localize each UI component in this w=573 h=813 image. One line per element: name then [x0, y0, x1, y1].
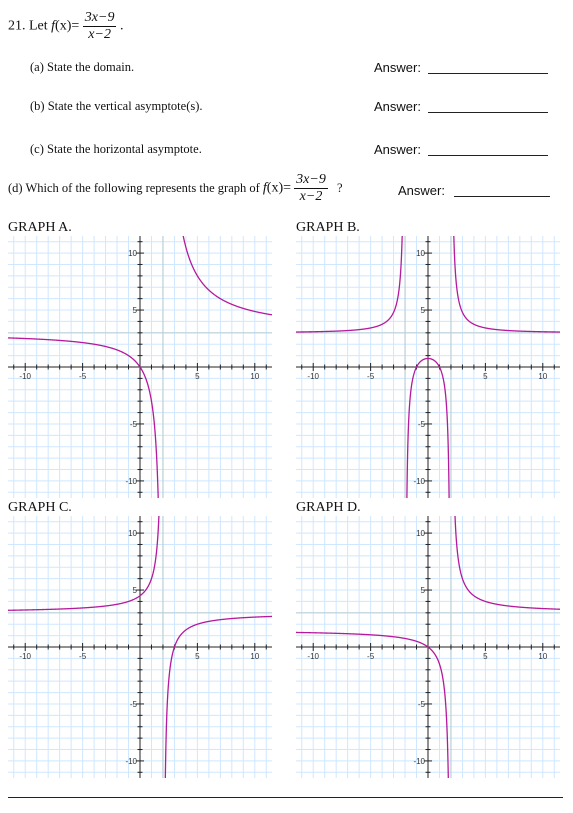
x-tick-label: 10 — [250, 372, 260, 381]
part-d-qmark: ? — [336, 181, 343, 195]
fraction-denominator: x−2 — [88, 27, 111, 42]
x-tick-label: -10 — [307, 372, 319, 381]
graph-b — [296, 236, 560, 498]
x-tick-label: 5 — [483, 652, 488, 661]
graph-c-title: GRAPH C. — [8, 500, 72, 515]
y-tick-label: -10 — [413, 476, 425, 486]
part-a-text: (a) State the domain. — [30, 60, 135, 74]
graph-a-title: GRAPH A. — [8, 220, 72, 235]
x-tick-label: 5 — [483, 372, 488, 381]
y-tick-label: 10 — [416, 529, 425, 539]
x-tick-label: -5 — [367, 372, 375, 381]
y-tick-label: 10 — [416, 249, 425, 259]
y-tick-label: 5 — [132, 586, 137, 596]
graph-b-title: GRAPH B. — [296, 220, 360, 235]
equals-sign-d: = — [283, 180, 292, 196]
y-tick-label: 5 — [132, 306, 137, 316]
function-var: (x) — [55, 18, 72, 34]
y-tick-label: -5 — [417, 419, 425, 429]
y-tick-label: 10 — [128, 249, 137, 259]
x-tick-label: -10 — [307, 652, 319, 661]
part-a-answer-label: Answer: — [374, 60, 421, 75]
fraction-numerator-d: 3x−9 — [296, 172, 326, 187]
part-c-answer-label: Answer: — [374, 142, 421, 157]
bottom-rule — [8, 797, 563, 798]
function-fraction — [83, 10, 117, 43]
fraction-numerator: 3x−9 — [84, 10, 115, 25]
part-d-text: (d) Which of the following represents the graph of — [8, 181, 260, 195]
graph-c — [8, 516, 272, 778]
y-tick-label: -10 — [125, 476, 137, 486]
y-tick-label: -10 — [125, 756, 137, 766]
part-a-answer-field[interactable] — [428, 73, 548, 74]
part-b-answer-label: Answer: — [374, 99, 421, 114]
function-name-d: f — [262, 180, 267, 196]
x-tick-label: 10 — [538, 652, 548, 661]
problem-period: . — [119, 18, 124, 34]
part-d-question — [8, 172, 343, 205]
fraction-denominator-d: x−2 — [299, 189, 323, 204]
y-tick-label: 5 — [420, 306, 425, 316]
x-tick-label: -5 — [79, 372, 87, 381]
x-tick-label: -10 — [19, 652, 31, 661]
function-var-d: (x) — [266, 180, 284, 196]
x-tick-label: 10 — [538, 372, 548, 381]
y-tick-label: -5 — [129, 699, 137, 709]
x-tick-label: -5 — [79, 652, 87, 661]
x-tick-label: -10 — [19, 372, 31, 381]
y-tick-label: 5 — [420, 586, 425, 596]
part-c-text: (c) State the horizontal asymptote. — [30, 142, 202, 156]
y-tick-label: 10 — [128, 529, 137, 539]
graph-d — [296, 516, 560, 778]
function-name: f — [51, 18, 56, 34]
x-tick-label: 5 — [195, 652, 200, 661]
problem-lead: Let — [29, 18, 48, 34]
part-b-answer-field[interactable] — [428, 112, 548, 113]
y-tick-label: -5 — [129, 419, 137, 429]
part-c-answer-field[interactable] — [428, 155, 548, 156]
problem-number: 21. — [8, 18, 26, 34]
part-b-text: (b) State the vertical asymptote(s). — [30, 99, 203, 113]
part-d-answer-field[interactable] — [454, 196, 550, 197]
function-fraction-d — [294, 172, 328, 205]
x-tick-label: 5 — [195, 372, 200, 381]
y-tick-label: -5 — [417, 699, 425, 709]
graph-d-title: GRAPH D. — [296, 500, 361, 515]
x-tick-label: 10 — [250, 652, 260, 661]
problem-header — [8, 10, 123, 43]
x-tick-label: -5 — [367, 652, 375, 661]
y-tick-label: -10 — [413, 756, 425, 766]
part-d-answer-label: Answer: — [398, 183, 445, 198]
graph-a — [8, 236, 272, 498]
equals-sign: = — [71, 18, 80, 34]
